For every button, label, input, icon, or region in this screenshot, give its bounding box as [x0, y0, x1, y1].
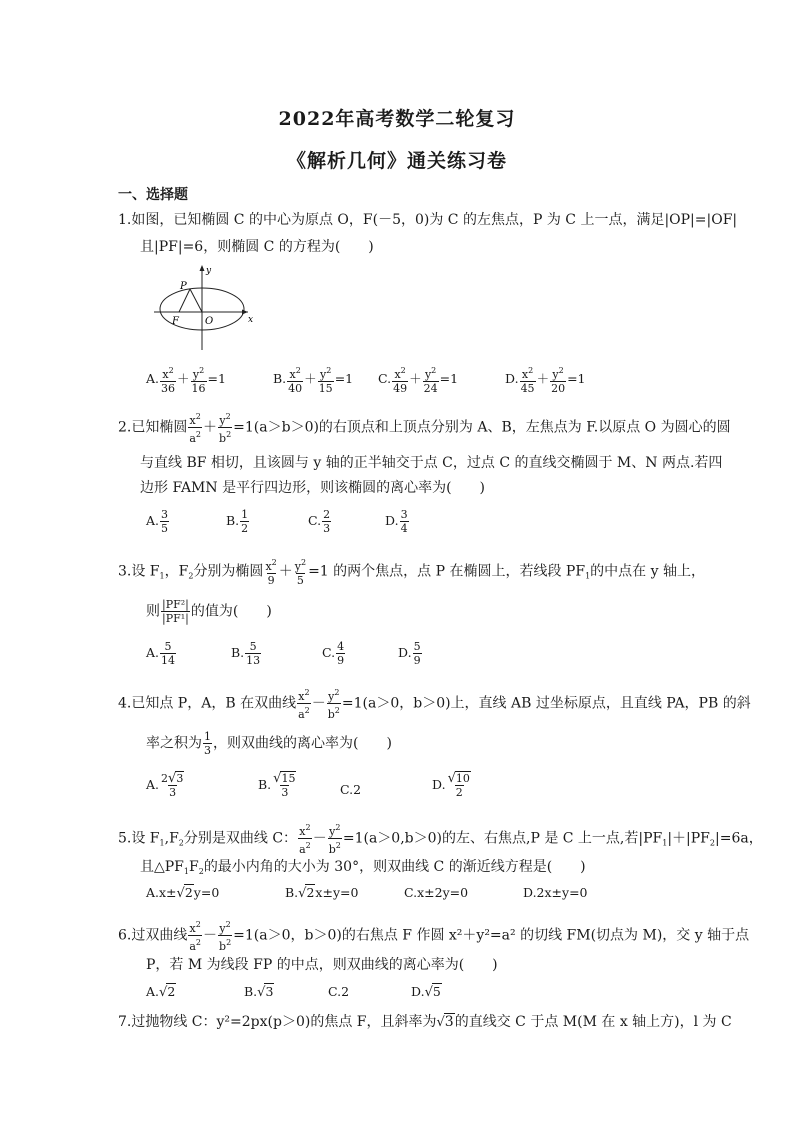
q5-text-line1: 5.设 $F_1,F_2$分别是双曲线 C： $\frac{x^2}{a^2}$ － $\frac{y^2}{b^2}$ =1(a＞0,b＞0)的左、右焦点,P 是 C 上一点,若$|PF_1|+|PF_2|=6a$，: [118, 823, 763, 856]
q3-option-d[interactable]: D. $\frac{5}{9}$: [398, 640, 421, 667]
q1-option-d[interactable]: D. $\frac{x^2}{45}$ ＋ $\frac{y^2}{20}$ =1: [505, 366, 586, 395]
q4-option-c[interactable]: C.2: [340, 782, 362, 797]
figure-label-x: x: [248, 315, 254, 325]
q4-text-line2: 率之积为 $\frac{1}{3}$ ，则双曲线的离心率为( ): [146, 730, 392, 757]
q6-option-a[interactable]: A.√2: [146, 984, 176, 1000]
q2-option-c[interactable]: C. $\frac{2}{3}$: [308, 508, 331, 535]
q5-option-d[interactable]: D.2x±y=0: [523, 885, 588, 900]
q1-text-line2: 且|PF|=6，则椭圆 C 的方程为( ): [140, 239, 374, 255]
q6-text-line2: P，若 M 为线段 FP 的中点，则双曲线的离心率为( ): [146, 957, 498, 973]
section-heading: 一、选择题: [118, 187, 188, 203]
figure-label-y: y: [206, 266, 212, 276]
page-title: 2022年高考数学二轮复习: [278, 108, 516, 130]
q1-option-c[interactable]: C. $\frac{x^2}{49}$ ＋ $\frac{y^2}{24}$ =1: [378, 366, 459, 395]
q6-option-b[interactable]: B.√3: [244, 984, 274, 1000]
q5-option-c[interactable]: C.x±2y=0: [404, 885, 469, 900]
q5-text-line2: 且$\triangle PF_1F_2$的最小内角的大小为 30°，则双曲线 C 的渐近线方程是( ): [140, 859, 586, 876]
q4-option-b[interactable]: B. $\frac{√15}{3}$: [258, 771, 296, 799]
q2-option-d[interactable]: D. $\frac{3}{4}$: [385, 508, 408, 535]
q2-text-line2: 与直线 BF 相切，且该圆与 y 轴的正半轴交于点 C，过点 C 的直线交椭圆于 M、N 两点.若四: [140, 455, 723, 471]
q3-option-c[interactable]: C. $\frac{4}{9}$: [322, 640, 345, 667]
q3-option-b[interactable]: B. $\frac{5}{13}$: [231, 640, 261, 667]
q4-option-d[interactable]: D. $\frac{√10}{2}$: [432, 771, 470, 799]
figure-label-p: P: [180, 281, 187, 292]
ellipse-figure: [150, 262, 260, 352]
q4-text-line1: 4.已知点 P，A，B 在双曲线 $\frac{x^2}{a^2}$ － $\frac{y^2}{b^2}$ =1(a＞0，b＞0)上，直线 AB 过坐标原点，且直线 PA，PB 的斜: [118, 688, 751, 721]
page-subtitle: 《解析几何》通关练习卷: [286, 150, 507, 172]
q4-option-a[interactable]: A. $\frac{2√3}{3}$: [146, 771, 184, 799]
q7-text-line1: 7.过抛物线 C：y²=2px(p＞0)的焦点 F，且斜率为√3的直线交 C 于点 M(M 在 x 轴上方)，l 为 C: [118, 1014, 732, 1030]
q5-option-b[interactable]: B.√2x±y=0: [285, 885, 359, 901]
figure-label-o: O: [205, 316, 214, 327]
q6-text-line1: 6.过双曲线 $\frac{x^2}{a^2}$ － $\frac{y^2}{b^2}$ =1(a＞0，b＞0)的右焦点 F 作圆 x²＋y²=a² 的切线 FM(切点为 M)，交 y 轴于点: [118, 920, 750, 953]
q3-text-line1: 3.设 $F_1$，$F_2$分别为椭圆 $\frac{x^2}{9}$ ＋ $\frac{y^2}{5}$ =1 的两个焦点，点 P 在椭圆上，若线段 $PF_1$的中点在 y 轴上，: [118, 558, 705, 587]
q3-option-a[interactable]: A. $\frac{5}{14}$: [146, 640, 176, 667]
q1-text-line1: 1.如图，已知椭圆 C 的中心为原点 O，F(－5，0)为 C 的左焦点，P 为 C 上一点，满足|OP|=|OF|: [118, 212, 738, 228]
q2-option-b[interactable]: B. $\frac{1}{2}$: [226, 508, 249, 535]
q6-option-d[interactable]: D.√5: [411, 984, 441, 1000]
q2-option-a[interactable]: A. $\frac{3}{5}$: [146, 508, 169, 535]
q3-text-line2: 则 $\frac{\text{|PF²|}}{\text{|PF¹|}}$ 的值为( ): [146, 598, 272, 625]
q2-text-line3: 边形 FAMN 是平行四边形，则该椭圆的离心率为( ): [140, 480, 486, 496]
q5-option-a[interactable]: A.x±√2y=0: [146, 885, 220, 901]
figure-label-f: F: [172, 316, 179, 327]
q1-option-b[interactable]: B. $\frac{x^2}{40}$ ＋ $\frac{y^2}{15}$ =1: [273, 366, 354, 395]
q6-option-c[interactable]: C.2: [328, 984, 350, 999]
q2-text-line1: 2.已知椭圆 $\frac{x^2}{a^2}$ ＋ $\frac{y^2}{b^2}$ =1(a＞b＞0)的右顶点和上顶点分别为 A、B，左焦点为 F.以原点 O 为圆心的圆: [118, 412, 731, 445]
q1-option-a[interactable]: A. $\frac{x^2}{36}$ ＋ $\frac{y^2}{16}$ =1: [146, 366, 226, 395]
